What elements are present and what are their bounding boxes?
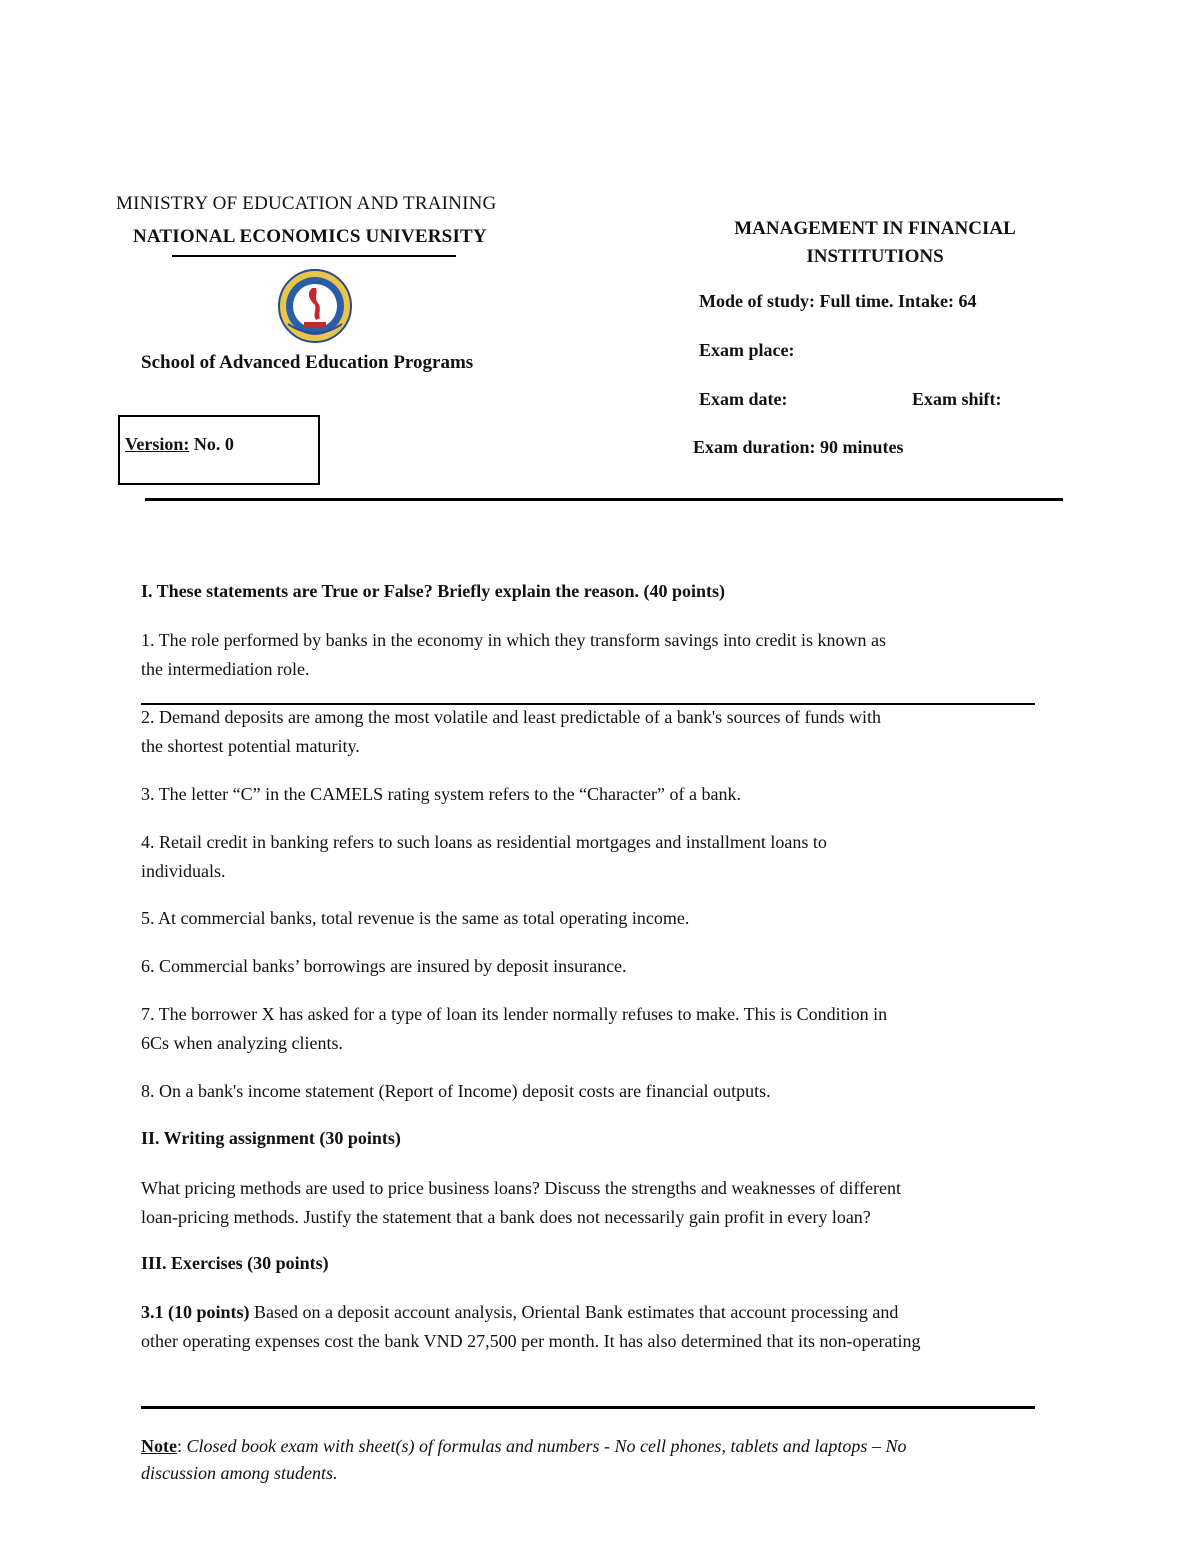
exercise-3-1-line1: [141, 1298, 1071, 1327]
course-title-line1: MANAGEMENT IN FINANCIAL: [734, 218, 1016, 239]
version-value: No. 0: [189, 434, 234, 454]
section2-heading: II. Writing assignment (30 points): [141, 1128, 401, 1148]
version-line: [125, 434, 234, 455]
school-name: School of Advanced Education Programs: [141, 352, 474, 373]
section2-line1: What pricing methods are used to price business loans? Discuss the strengths and weaknesses of different: [141, 1178, 901, 1198]
exercise-3-1: [141, 1298, 1071, 1356]
exam-duration: Exam duration: 90 minutes: [693, 437, 904, 457]
question-6: [141, 952, 1071, 981]
note-text-1: Closed book exam with sheet(s) of formulas and numbers - No cell phones, tablets and laptops – No: [186, 1436, 907, 1456]
exam-date: Exam date:: [699, 389, 788, 409]
note-text-2: discussion among students.: [141, 1463, 338, 1483]
exercise-3-1-label: 3.1 (10 points): [141, 1302, 250, 1322]
header-separator: [145, 498, 1063, 501]
note-colon: :: [176, 1436, 187, 1456]
question-1-line1: 1. The role performed by banks in the economy in which they transform savings into credit is known as: [141, 630, 887, 650]
section2-line2: loan-pricing methods. Justify the statement that a bank does not necessarily gain profit in every loan?: [141, 1207, 871, 1227]
question-4-line1: 4. Retail credit in banking refers to such loans as residential mortgages and installment loans to: [141, 832, 827, 852]
version-box: [118, 415, 320, 485]
ministry-title: MINISTRY OF EDUCATION AND TRAINING: [116, 193, 497, 214]
exercise-3-1-line2: other operating expenses cost the bank VND 27,500 per month. It has also determined that its non-operating: [141, 1331, 921, 1351]
footer-separator: [141, 1406, 1035, 1409]
question-7: [141, 1000, 1071, 1058]
course-title: [690, 215, 1060, 271]
question-8-line1: 8. On a bank's income statement (Report of Income) deposit costs are financial outputs.: [141, 1081, 771, 1101]
question-2-line1: 2. Demand deposits are among the most volatile and least predictable of a bank's sources of funds with: [141, 707, 882, 727]
question-5: [141, 904, 1071, 933]
note-label: Note: [141, 1436, 177, 1456]
question-5-line1: 5. At commercial banks, total revenue is the same as total operating income.: [141, 908, 690, 928]
course-title-line2: INSTITUTIONS: [806, 246, 944, 267]
question-1-line2: the intermediation role.: [141, 659, 310, 679]
footer-note-line1: [141, 1433, 1081, 1460]
university-underline: [172, 255, 456, 257]
footer-note: [141, 1433, 1081, 1487]
question-4-line2: individuals.: [141, 861, 226, 881]
question-6-line1: 6. Commercial banks’ borrowings are insured by deposit insurance.: [141, 956, 627, 976]
question-7-line1: 7. The borrower X has asked for a type of loan its lender normally refuses to make. This is Condition in: [141, 1004, 888, 1024]
section3-heading: III. Exercises (30 points): [141, 1253, 329, 1273]
university-logo: [276, 268, 354, 344]
mode-of-study: Mode of study: Full time. Intake: 64: [699, 291, 977, 311]
question-2: [141, 703, 1071, 761]
section2-body: [141, 1174, 1071, 1232]
question-1: [141, 626, 1071, 684]
version-label: Version:: [125, 434, 190, 454]
question-4: [141, 828, 1071, 886]
university-title: NATIONAL ECONOMICS UNIVERSITY: [133, 226, 487, 247]
question-3-line1: 3. The letter “C” in the CAMELS rating system refers to the “Character” of a bank.: [141, 784, 741, 804]
question-2-line2: the shortest potential maturity.: [141, 736, 360, 756]
question-8: [141, 1077, 1071, 1106]
question-7-line2: 6Cs when analyzing clients.: [141, 1033, 343, 1053]
exam-shift: Exam shift:: [912, 389, 1002, 409]
exercise-3-1-text: Based on a deposit account analysis, Oriental Bank estimates that account processing and: [249, 1302, 899, 1322]
question-3: [141, 780, 1071, 809]
exam-place: Exam place:: [699, 340, 795, 360]
section1-heading: I. These statements are True or False? Briefly explain the reason. (40 points): [141, 581, 725, 601]
